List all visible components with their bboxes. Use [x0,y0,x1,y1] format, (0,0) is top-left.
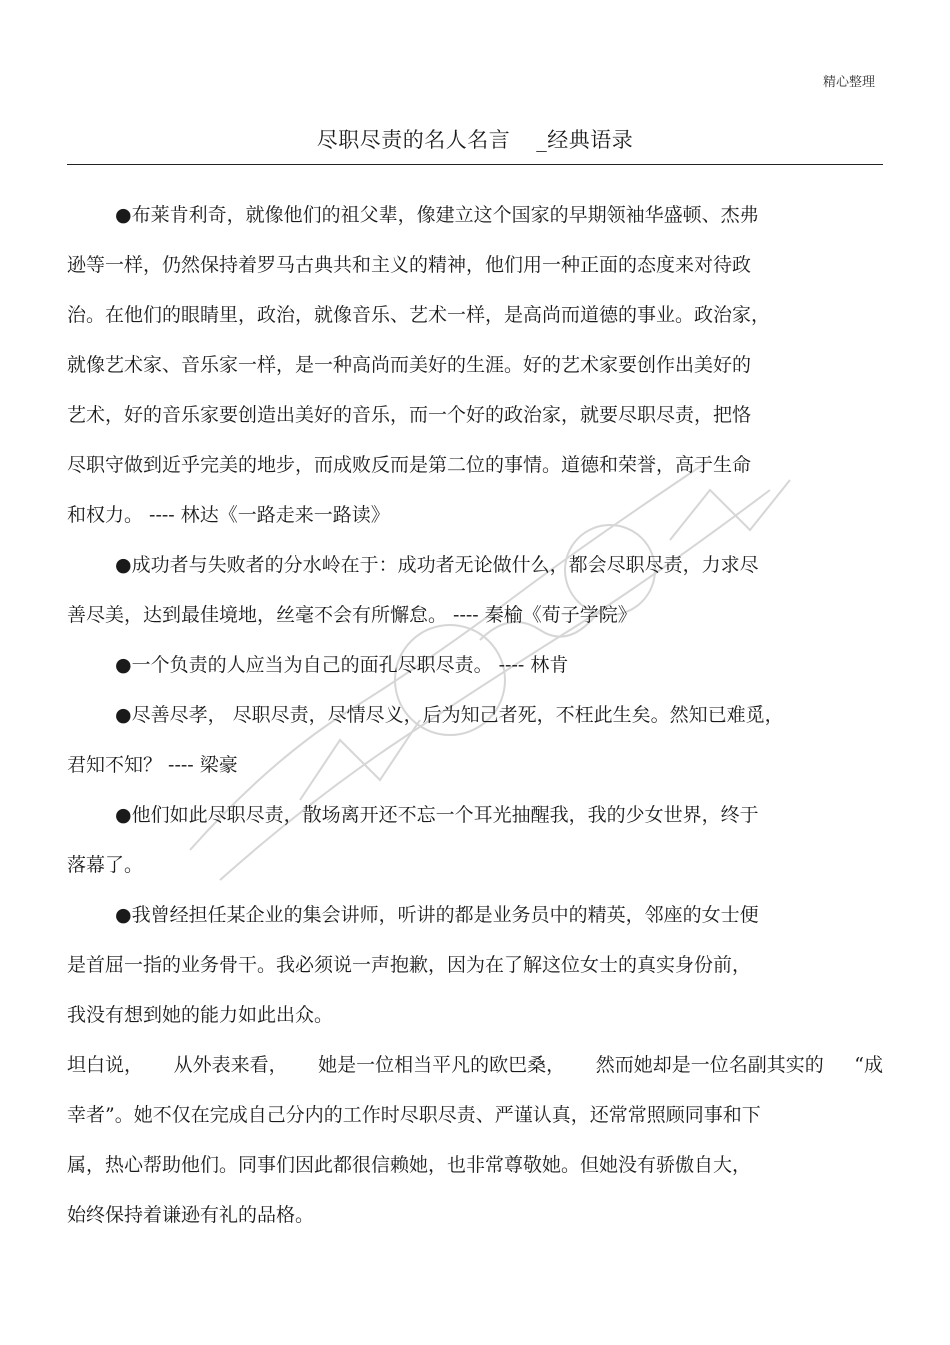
paragraph-7-segment: “成 [854,1054,883,1076]
paragraph-1-line: 就像艺术家、音乐家一样，是一种高尚而美好的生涯。好的艺术家要创作出美好的 [67,354,752,376]
paragraph-7-line: 属，热心帮助他们。同事们因此都很信赖她，也非常尊敬她。但她没有骄傲自大， [67,1154,752,1176]
paragraph-1-line: 艺术，好的音乐家要创造出美好的音乐，而一个好的政治家，就要尽职尽责，把恪 [67,404,752,426]
paragraph-6-line: 是首屈一指的业务骨干。我必须说一声抱歉，因为在了解这位女士的真实身份前， [67,954,752,976]
paragraph-7-segment: 坦白说， [67,1054,144,1076]
paragraph-1-line: 尽职守做到近乎完美的地步，而成败反而是第二位的事情。道德和荣誉，高于生命 [67,454,752,476]
paragraph-1-line: 逊等一样，仍然保持着罗马古典共和主义的精神，他们用一种正面的态度来对待政 [67,254,752,276]
document-body [67,190,883,1240]
paragraph-5-line: 落幕了。 [67,854,144,876]
paragraph-7-segment: 然而她却是一位名副其实的 [595,1054,824,1076]
paragraph-1-line: 治。在他们的眼睛里，政治，就像音乐、艺术一样，是高尚而道德的事业。政治家， [67,304,771,326]
paragraph-7-line: 幸者”。她不仅在完成自己分内的工作时尽职尽责、严谨认真，还常常照顾同事和下 [67,1104,761,1126]
paragraph-7-segment: 从外表来看， [173,1054,288,1076]
paragraph-2-line: ●成功者与失败者的分水岭在于：成功者无论做什么，都会尽职尽责，力求尽 [115,554,759,576]
paragraph-7-first-line [67,1040,883,1090]
paragraph-7-segment: 她是一位相当平凡的欧巴桑， [318,1054,566,1076]
title-subtitle: _经典语录 [536,128,634,152]
paragraph-4-line: ●尽善尽孝， 尽职尽责，尽情尽义，后为知己者死，不枉此生矣。然知已难觅， [115,704,784,726]
page-title [0,124,950,154]
paragraph-4-line: 君知不知？ ---- 梁豪 [67,754,238,776]
paragraph-1-line: 和权力。 ---- 林达《一路走来一路读》 [67,504,390,526]
paragraph-6-line: ●我曾经担任某企业的集会讲师，听讲的都是业务员中的精英，邻座的女士便 [115,904,759,926]
paragraph-1-line: ●布莱肯利奇，就像他们的祖父辈，像建立这个国家的早期领袖华盛顿、杰弗 [115,204,759,226]
paragraph-5-line: ●他们如此尽职尽责，散场离开还不忘一个耳光抽醒我，我的少女世界，终于 [115,804,759,826]
paragraph-3-line: ●一个负责的人应当为自己的面孔尽职尽责。 ---- 林肯 [115,654,569,676]
title-main: 尽职尽责的名人名言 [316,128,511,152]
paragraph-6-line: 我没有想到她的能力如此出众。 [67,1004,334,1026]
paragraph-2-line: 善尽美，达到最佳境地，丝毫不会有所懈怠。 ---- 秦榆《荀子学院》 [67,604,637,626]
paragraph-7-line: 始终保持着谦逊有礼的品格。 [67,1204,315,1226]
title-divider [67,164,883,165]
header-note: 精心整理 [822,75,875,90]
